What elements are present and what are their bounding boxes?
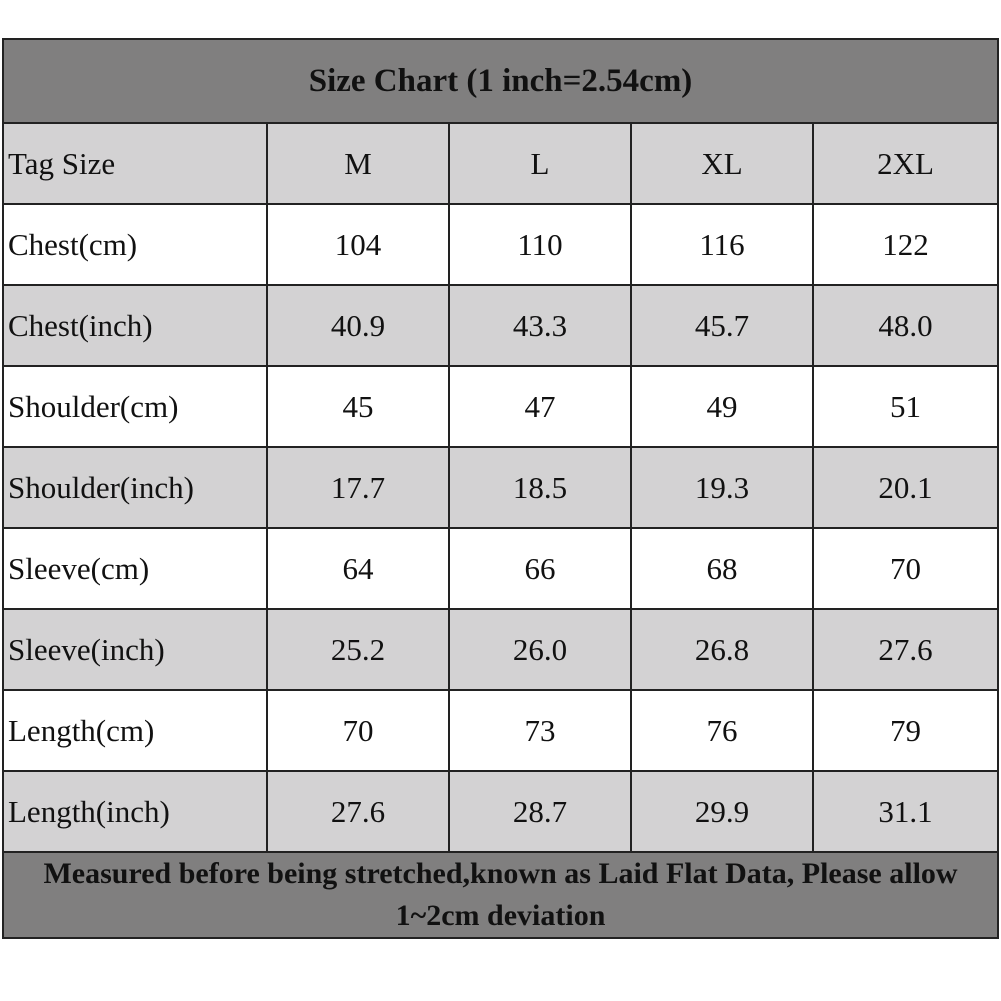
table-cell: 43.3 bbox=[449, 285, 631, 366]
table-cell: 26.8 bbox=[631, 609, 813, 690]
table-cell: 25.2 bbox=[267, 609, 449, 690]
table-cell: 73 bbox=[449, 690, 631, 771]
table-cell: 110 bbox=[449, 204, 631, 285]
table-cell: 79 bbox=[813, 690, 998, 771]
table-cell: 45.7 bbox=[631, 285, 813, 366]
row-label: Shoulder(cm) bbox=[3, 366, 267, 447]
table-cell: 76 bbox=[631, 690, 813, 771]
table-row bbox=[3, 609, 998, 690]
table-cell: 116 bbox=[631, 204, 813, 285]
size-header-m: M bbox=[267, 123, 449, 204]
table-cell: 18.5 bbox=[449, 447, 631, 528]
size-chart-container bbox=[0, 38, 1001, 939]
chart-title: Size Chart (1 inch=2.54cm) bbox=[3, 39, 998, 123]
size-header-2xl: 2XL bbox=[813, 123, 998, 204]
table-cell: 31.1 bbox=[813, 771, 998, 852]
row-label: Sleeve(inch) bbox=[3, 609, 267, 690]
table-row bbox=[3, 204, 998, 285]
table-cell: 27.6 bbox=[267, 771, 449, 852]
table-cell: 28.7 bbox=[449, 771, 631, 852]
size-header-l: L bbox=[449, 123, 631, 204]
table-cell: 29.9 bbox=[631, 771, 813, 852]
table-row bbox=[3, 690, 998, 771]
table-row bbox=[3, 285, 998, 366]
size-header-xl: XL bbox=[631, 123, 813, 204]
table-cell: 40.9 bbox=[267, 285, 449, 366]
table-cell: 17.7 bbox=[267, 447, 449, 528]
table-cell: 51 bbox=[813, 366, 998, 447]
row-label: Chest(cm) bbox=[3, 204, 267, 285]
table-row bbox=[3, 771, 998, 852]
row-label: Length(cm) bbox=[3, 690, 267, 771]
header-label: Tag Size bbox=[3, 123, 267, 204]
table-cell: 68 bbox=[631, 528, 813, 609]
table-cell: 19.3 bbox=[631, 447, 813, 528]
header-row bbox=[3, 123, 998, 204]
table-cell: 64 bbox=[267, 528, 449, 609]
table-cell: 49 bbox=[631, 366, 813, 447]
table-row bbox=[3, 447, 998, 528]
row-label: Shoulder(inch) bbox=[3, 447, 267, 528]
table-cell: 27.6 bbox=[813, 609, 998, 690]
note-row bbox=[3, 852, 998, 938]
table-cell: 45 bbox=[267, 366, 449, 447]
row-label: Sleeve(cm) bbox=[3, 528, 267, 609]
table-cell: 66 bbox=[449, 528, 631, 609]
table-row bbox=[3, 528, 998, 609]
table-cell: 20.1 bbox=[813, 447, 998, 528]
table-row bbox=[3, 366, 998, 447]
table-cell: 122 bbox=[813, 204, 998, 285]
size-chart-table bbox=[2, 38, 999, 939]
table-cell: 26.0 bbox=[449, 609, 631, 690]
table-cell: 70 bbox=[267, 690, 449, 771]
row-label: Chest(inch) bbox=[3, 285, 267, 366]
title-row bbox=[3, 39, 998, 123]
table-cell: 47 bbox=[449, 366, 631, 447]
table-cell: 48.0 bbox=[813, 285, 998, 366]
table-cell: 70 bbox=[813, 528, 998, 609]
table-cell: 104 bbox=[267, 204, 449, 285]
row-label: Length(inch) bbox=[3, 771, 267, 852]
measurement-note: Measured before being stretched,known as Laid Flat Data, Please allow 1~2cm deviation bbox=[3, 852, 998, 938]
